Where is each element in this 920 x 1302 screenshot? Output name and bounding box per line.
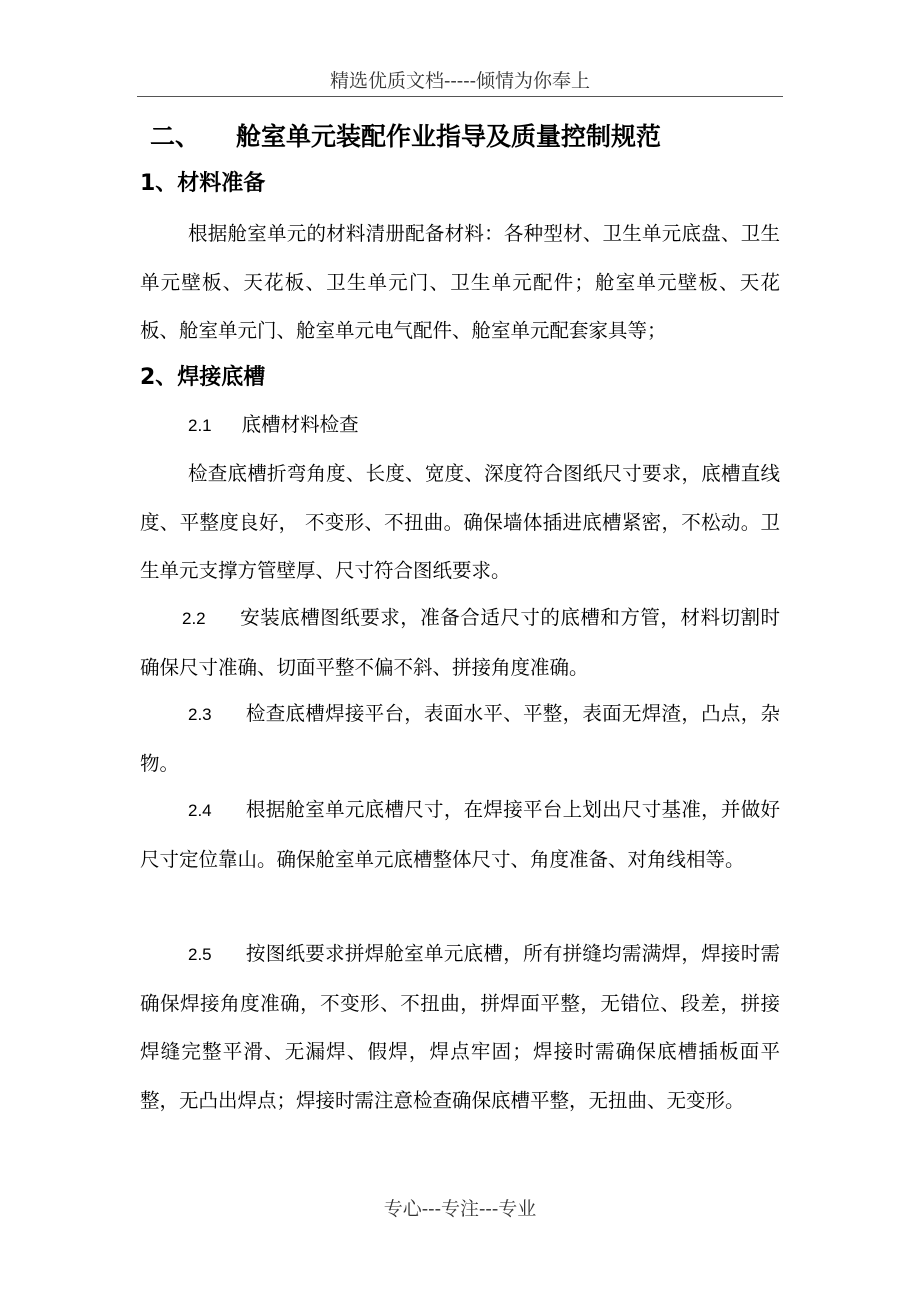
item-2-1-title: 底槽材料检查 [241,413,359,436]
item-2-2-body: 安装底槽图纸要求，准备合适尺寸的底槽和方管，材料切割时确保尺寸准确、切面平整不偏不斜、拼接角度准确。 [140,606,780,679]
item-2-1-heading [188,410,359,441]
section-1-body: 根据舱室单元的材料清册配备材料：各种型材、卫生单元底盘、卫生单元壁板、天花板、卫生单元门、卫生单元配件；舱室单元壁板、天花板、舱室单元门、舱室单元电气配件、舱室单元配套家具等； [140,222,780,342]
item-2-3-paragraph [140,690,780,788]
document-title [150,115,661,159]
item-2-3-body: 检查底槽焊接平台，表面水平、平整，表面无焊渣，凸点，杂物。 [140,702,780,775]
item-2-1-number: 2.1 [188,416,212,435]
header-divider [137,96,783,97]
item-2-1-body: 检查底槽折弯角度、长度、宽度、深度符合图纸尺寸要求，底槽直线度、平整度良好， 不变形、不扭曲。确保墙体插进底槽紧密，不松动。卫生单元支撑方管壁厚、尺寸符合图纸要求。 [140,462,780,582]
item-2-3-number: 2.3 [188,705,212,724]
item-2-4-number: 2.4 [188,801,212,820]
section-2-heading: 2、焊接底槽 [140,365,266,390]
section-1-heading: 1、材料准备 [140,171,266,196]
item-2-2-number: 2.2 [182,609,206,628]
item-2-5-number: 2.5 [188,945,212,964]
page-header: 精选优质文档-----倾情为你奉上 [329,70,591,92]
title-number: 二、 [150,122,201,151]
item-2-5-paragraph [140,930,780,1125]
item-2-4-paragraph [140,786,780,884]
title-text: 舱室单元装配作业指导及质量控制规范 [236,122,662,151]
item-2-5-body: 按图纸要求拼焊舱室单元底槽，所有拼缝均需满焊，焊接时需确保焊接角度准确，不变形、不扭曲，拼焊面平整，无错位、段差，拼接焊缝完整平滑、无漏焊、假焊，焊点牢固；焊接时需确保底槽插板面平整，无凸出焊点；焊接时需注意检查确保底槽平整，无扭曲、无变形。 [140,942,780,1112]
page-footer: 专心---专注---专业 [383,1198,537,1220]
item-2-4-body: 根据舱室单元底槽尺寸，在焊接平台上划出尺寸基准，并做好尺寸定位靠山。确保舱室单元底槽整体尺寸、角度准备、对角线相等。 [140,798,780,871]
item-2-2-paragraph [140,594,780,692]
